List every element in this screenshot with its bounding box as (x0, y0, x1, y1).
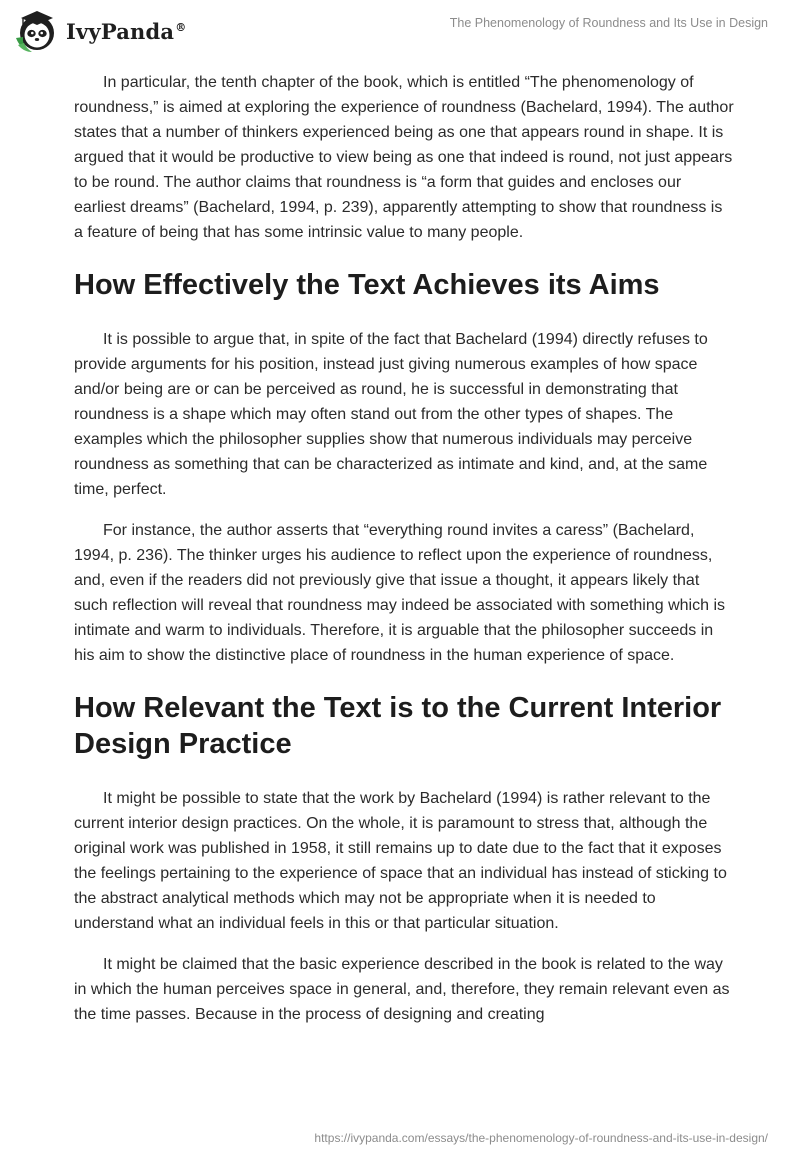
paragraph: It is possible to argue that, in spite of the fact that Bachelard (1994) directly refuses to provide arguments for his position, instead just giving numerous examples of how space and/or being are or can be perceived as round, he is successful in demonstrating that roundness is a shape which may often stand out from the other types of shapes. The examples which the philosopher supplies show that numerous individuals may perceive roundness as something that can be characterized as intimate and kind, and, at the same time, perfect. (74, 331, 708, 498)
essay-body (74, 70, 734, 1043)
paragraph: For instance, the author asserts that “everything round invites a caress” (Bachelard, 1994, p. 236). The thinker urges his audience to reflect upon the experience of roundness, and, even if the readers did not previously give that issue a thought, it appears likely that such reflection will reveal that roundness may indeed be associated with something which is intimate and warm to individuals. Therefore, it is arguable that the philosopher succeeds in his aim to show the distinctive place of roundness in the human experience of space. (74, 522, 726, 664)
section-heading: How Effectively the Text Achieves its Aims (74, 269, 660, 301)
brand-name: IvyPanda® (66, 18, 187, 44)
paragraph: It might be claimed that the basic experience described in the book is related to the way in which the human perceives space in general, and, therefore, they remain relevant even as the time passes. Because in the process of designing and creating (74, 956, 730, 1023)
page-header (0, 0, 800, 62)
section-heading: How Relevant the Text is to the Current Interior Design Practice (74, 692, 722, 760)
running-title: The Phenomenology of Roundness and Its Use in Design (449, 16, 768, 30)
paragraph: It might be possible to state that the work by Bachelard (1994) is rather relevant to the current interior design practices. On the whole, it is paramount to stress that, although the original work was published in 1958, it still remains up to date due to the fact that it exposes the feelings pertaining to the experience of space that an individual has instead of sticking to the abstract analytical methods which may not be appropriate when it is needed to understand what an individual feels in this or that particular situation. (74, 790, 727, 932)
panda-icon (14, 8, 60, 54)
source-url-link[interactable]: https://ivypanda.com/essays/the-phenomenology-of-roundness-and-its-use-in-design/ (314, 1131, 768, 1145)
paragraph: In particular, the tenth chapter of the book, which is entitled “The phenomenology of roundness,” is aimed at exploring the experience of roundness (Bachelard, 1994). The author states that a number of thinkers experienced being as one that appears round in shape. It is argued that it would be productive to view being as one that indeed is round, not just appears to be round. The author claims that roundness is “a form that guides and encloses our earliest dreams” (Bachelard, 1994, p. 239), apparently attempting to show that roundness is a feature of being that has some intrinsic value to many people. (74, 74, 734, 241)
ivypanda-logo[interactable] (14, 8, 186, 54)
